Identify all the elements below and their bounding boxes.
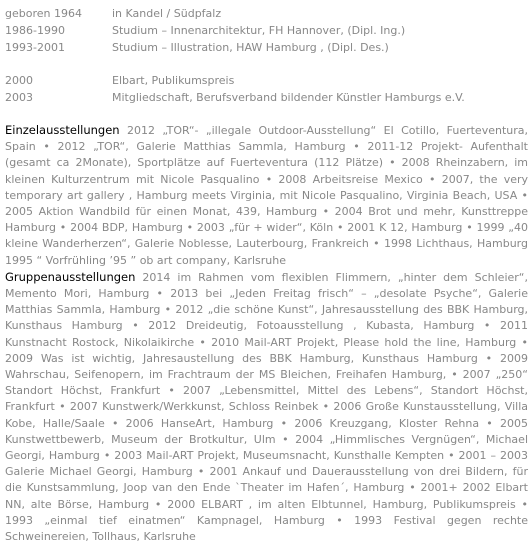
award-year: 2003 xyxy=(5,91,33,104)
bio-text: Studium – Illustration, HAW Hamburg , (Dipl. Des.) xyxy=(112,41,389,54)
award-text: Elbart, Publikumspreis xyxy=(112,74,235,87)
bio-text: in Kandel / Südpfalz xyxy=(112,7,222,20)
group-exhibitions-text: 2014 im Rahmen vom flexiblen Flimmern, „hinter dem Schleier“, Memento Mori, Hamburg • 2013 bei „Jeden Freitag frisch“ – „desolate Psyche“, Galerie Matthias Sammla, Hamburg • 2012 „die schöne Kunst“, Jahresausstellung des BBK Hamburg, Kunsthaus Hamburg • 2012 Dreideutig, Fotoausstellung , Kubasta, Hamburg • 2011 Kunstnacht Rostock, Nikolaikirche • 2010 Mail-ART Projekt, Please hold the line, Hamburg • 2009 Was ist wichtig, Jahresaustellung des BBK Hamburg, Kunsthaus Hamburg • 2009 Wahrschau, Seifenopern, im Frachtraum der MS Bleichen, Freihafen Hamburg, • 2007 „250“ Standort Höchst, Frankfurt • 2007 „Lebensmittel, Mittel des Lebens“, Standort Höchst, Frankfurt • 2007 Kunstwerk/Werkkunst, Schloss Reinbek • 2006 Große Kunstausstellung, Villa Kobe, Halle/Saale • 2006 HanseArt, Hamburg • 2006 Kreuzgang, Kloster Rehna • 2005 Kunstwettbewerb, Museum der Brotkultur, Ulm • 2004 „Himmlisches Vergnügen“, Michael Georgi, Hamburg • 2003 Mail-ART Projekt, Museumsnacht, Kunsthalle Kempten • 2001 – 2003 Galerie Michael Georgi, Hamburg • 2001 Ankauf und Dauerausstellung von drei Bildern, für die Kunstsammlung, Joop van den Ende `Theater im Hafen´, Hamburg • 2001+ 2002 Elbart NN, alte Börse, Hamburg • 2000 ELBART , im alten Elbtunnel, Hamburg, Publikumspreis • 1993 „einmal tief einatmen“ Kampnagel, Hamburg • 1993 Festival gegen rechte Schweinereien, Tollhaus, Karlsruhe xyxy=(5,270,528,544)
award-row xyxy=(5,72,530,89)
group-exhibitions-heading: Gruppenausstellungen xyxy=(5,269,136,284)
bio-row xyxy=(5,22,530,39)
bio-text: Studium – Innenarchitektur, FH Hannover, (Dipl. Ing.) xyxy=(112,24,406,37)
solo-exhibitions-text: 2012 „TOR“- „illegale Outdoor-Ausstellung“ El Cotillo, Fuerteventura, Spain • 2012 „TOR“, Galerie Matthias Sammla, Hamburg • 2011-12 Projekt- Aufenthalt (gesamt ca 2Monate), Sportplätze auf Fuerteventura (112 Plätze) • 2008 Rheinzabern, im kleinen Kulturzentrum mit Nicole Pasqualino • 2008 Arbeitsreise Mexico • 2007, the very temporary art gallery , Hamburg meets Virginia, mit Nicole Pasqualino, Virginia Beach, USA • 2005 Aktion Wandbild für einen Monat, 439, Hamburg • 2004 Brot und mehr, Kunsttreppe Hamburg • 2004 BDP, Hamburg • 2003 „für + wider“, Köln • 2001 K 12, Hamburg • 1999 „40 kleine Wanderherzen“, Galerie Noblesse, Lauterbourg, Frankreich • 1998 Lichthaus, Hamburg 1995 “ Vorfrühling ’95 ” ob art company, Karlsruhe xyxy=(5,124,528,267)
bio-year: 1986-1990 xyxy=(5,24,65,37)
award-row xyxy=(5,89,530,106)
group-exhibitions xyxy=(5,269,530,545)
awards-section xyxy=(5,72,530,106)
bio-section xyxy=(5,5,530,56)
award-year: 2000 xyxy=(5,74,33,87)
bio-row xyxy=(5,39,530,56)
spacer xyxy=(5,106,530,122)
bio-year: geboren 1964 xyxy=(5,7,82,20)
solo-exhibitions-heading: Einzelausstellungen xyxy=(5,123,120,137)
bio-year: 1993-2001 xyxy=(5,41,65,54)
spacer xyxy=(5,56,530,72)
award-text: Mitgliedschaft, Berufsverband bildender Künstler Hamburgs e.V. xyxy=(112,91,465,104)
solo-exhibitions xyxy=(5,122,530,269)
bio-row xyxy=(5,5,530,22)
